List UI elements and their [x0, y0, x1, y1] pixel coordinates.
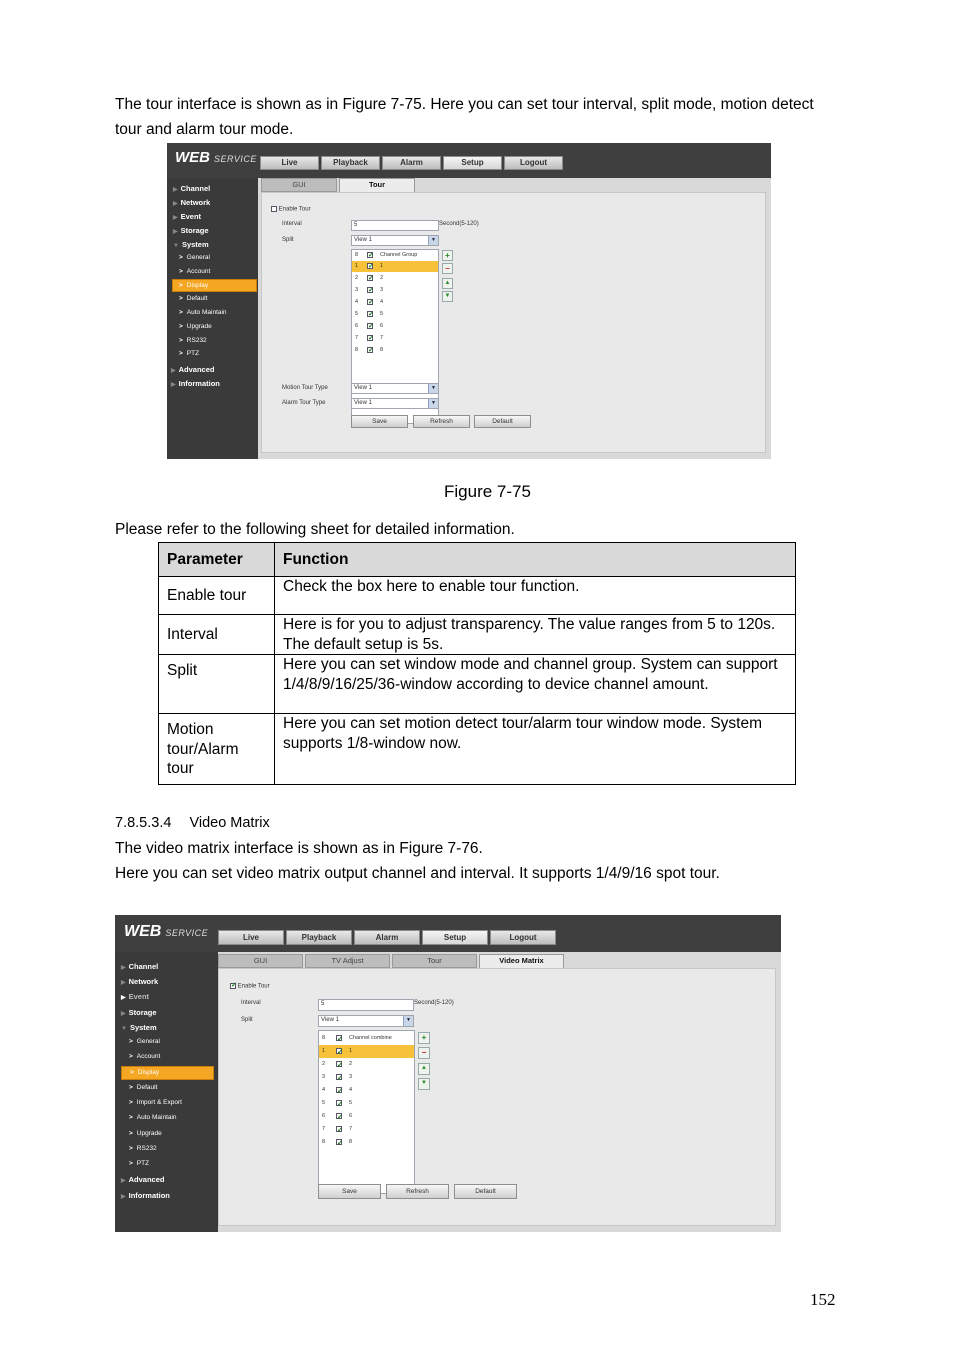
sidebar-sub-default[interactable]: > Default — [179, 295, 208, 302]
sidebar — [167, 178, 258, 459]
nav-alarm-tab[interactable]: Alarm — [354, 930, 420, 945]
alarm-tour-type-label: Alarm Tour Type — [282, 400, 326, 406]
sidebar-sub-upgrade[interactable]: > Upgrade — [179, 323, 212, 330]
table-header-row — [159, 543, 796, 577]
section-heading: 7.8.5.3.4 Video Matrix — [115, 815, 270, 831]
dropdown-arrow-icon: ▼ — [428, 236, 438, 245]
list-item[interactable]: 7 ✓ 7 — [352, 333, 438, 344]
table-intro: Please refer to the following sheet for detailed information. — [115, 521, 515, 538]
split-select[interactable]: View 1 ▼ — [318, 1015, 414, 1027]
sidebar-item-channel[interactable]: ▶ Channel — [173, 184, 211, 193]
nav-setup-tab[interactable]: Setup — [422, 930, 488, 945]
nav-playback-tab[interactable]: Playback — [286, 930, 352, 945]
list-item[interactable]: 8 ✓ 8 — [352, 345, 438, 356]
move-up-icon[interactable]: ▲ — [418, 1063, 430, 1075]
table-row — [159, 714, 796, 785]
table-cell: Check the box here to enable tour function. — [275, 577, 796, 615]
sidebar-sub-ptz[interactable]: > PTZ — [129, 1160, 150, 1167]
default-button[interactable]: Default — [474, 415, 531, 428]
interval-hint: Second(5-120) — [439, 221, 479, 227]
video-matrix-screenshot — [115, 915, 781, 1232]
enable-tour-checkbox[interactable] — [230, 983, 236, 989]
sidebar-sub-rs232[interactable]: > RS232 — [179, 337, 207, 344]
nav-logout-tab[interactable]: Logout — [490, 930, 556, 945]
save-button[interactable]: Save — [318, 1184, 381, 1199]
triangle-right-icon: ▶ — [173, 201, 178, 207]
alarm-tour-type-select[interactable]: View 1 ▼ — [351, 398, 439, 409]
sidebar-item-advanced[interactable]: ▶ Advanced — [171, 365, 215, 374]
tour-screenshot — [167, 143, 771, 459]
sidebar-sub-auto-maintain[interactable]: > Auto Maintain — [179, 309, 227, 316]
interval-label: Interval — [282, 221, 302, 227]
sidebar-sub-ptz[interactable]: > PTZ — [179, 350, 200, 357]
dropdown-arrow-icon: ▼ — [403, 1016, 413, 1026]
content-area — [218, 952, 781, 1232]
tab-video-matrix[interactable]: Video Matrix — [479, 954, 564, 969]
split-label: Split — [282, 237, 294, 243]
paragraph: Here you can set video matrix output channel and interval. It supports 1/4/9/16 spot tour. — [115, 865, 720, 882]
motion-tour-type-select[interactable]: View 1 ▼ — [351, 383, 439, 394]
sidebar-item-event[interactable]: ▶ Event — [173, 212, 202, 221]
refresh-button[interactable]: Refresh — [386, 1184, 449, 1199]
enable-tour-row[interactable]: ✓ Enable Tour — [230, 983, 270, 990]
add-icon[interactable]: + — [418, 1032, 430, 1044]
tab-tour[interactable]: Tour — [339, 178, 415, 193]
triangle-right-icon: ▶ — [173, 187, 178, 193]
interval-input[interactable]: 5 — [351, 220, 439, 231]
triangle-right-icon: ▶ — [173, 229, 178, 235]
sidebar-sub-display[interactable]: > Display — [121, 1066, 214, 1080]
triangle-right-icon: ▶ — [121, 1178, 126, 1184]
sidebar-sub-display[interactable]: > Display — [172, 279, 257, 292]
sidebar-sub-general[interactable]: > General — [179, 254, 210, 261]
settings-panel — [261, 192, 766, 453]
motion-tour-type-label: Motion Tour Type — [282, 385, 328, 391]
triangle-right-icon: ▶ — [121, 980, 126, 986]
sidebar-sub-upgrade[interactable]: > Upgrade — [129, 1130, 162, 1137]
figure-caption: Figure 7-75 — [444, 482, 531, 501]
settings-panel — [218, 968, 776, 1226]
tab-gui[interactable]: GUI — [218, 954, 303, 968]
enable-tour-checkbox[interactable] — [271, 206, 277, 212]
table-cell: Here you can set motion detect tour/alarm tour window mode. System supports 1/8-window now. — [275, 714, 796, 785]
sidebar-item-information[interactable]: ▶ Information — [171, 379, 220, 388]
list-item[interactable]: 8 ✓ 8 — [319, 1136, 414, 1149]
triangle-down-icon: ▼ — [121, 1026, 127, 1032]
table-header: Function — [275, 543, 796, 577]
triangle-right-icon: ▶ — [173, 215, 178, 221]
sidebar-item-network[interactable]: ▶ Network — [173, 198, 211, 207]
sidebar-sub-import-export[interactable]: > Import & Export — [129, 1099, 182, 1106]
table-row — [159, 577, 796, 615]
sidebar-sub-general[interactable]: > General — [129, 1038, 160, 1045]
sub-tabs — [261, 178, 415, 193]
triangle-right-icon: ▶ — [121, 1011, 126, 1017]
sidebar-item-system[interactable]: ▼ System — [173, 240, 209, 249]
channel-combine-list[interactable] — [318, 1030, 415, 1194]
nav-alarm-tab[interactable]: Alarm — [382, 156, 441, 170]
triangle-right-icon: ▶ — [121, 995, 126, 1001]
sidebar-sub-account[interactable]: > Account — [129, 1053, 161, 1060]
top-nav — [260, 156, 563, 170]
triangle-right-icon: ▶ — [121, 1194, 126, 1200]
nav-logout-tab[interactable]: Logout — [504, 156, 563, 170]
sidebar-item-information[interactable]: ▶ Information — [121, 1191, 170, 1200]
list-item[interactable]: 3 ✓ 3 — [319, 1071, 414, 1084]
table-cell: Split — [159, 655, 275, 714]
sidebar-item-event[interactable]: ▶ Event — [121, 992, 150, 1001]
triangle-down-icon: ▼ — [173, 243, 179, 249]
refresh-button[interactable]: Refresh — [413, 415, 470, 428]
list-item[interactable]: 2 ✓ 2 — [319, 1058, 414, 1071]
sidebar-item-storage[interactable]: ▶ Storage — [173, 226, 209, 235]
interval-input[interactable]: 5 — [318, 999, 414, 1011]
sidebar-sub-default[interactable]: > Default — [129, 1084, 158, 1091]
nav-playback-tab[interactable]: Playback — [321, 156, 380, 170]
tab-tour[interactable]: Tour — [392, 954, 477, 968]
sidebar-sub-rs232[interactable]: > RS232 — [129, 1145, 157, 1152]
sidebar-sub-auto-maintain[interactable]: > Auto Maintain — [129, 1114, 177, 1121]
table-row — [159, 615, 796, 655]
list-item[interactable]: 7 ✓ 7 — [319, 1123, 414, 1136]
parameter-table — [158, 542, 796, 785]
table-header: Parameter — [159, 543, 275, 577]
sidebar — [115, 952, 218, 1232]
tab-tv-adjust[interactable]: TV Adjust — [305, 954, 390, 968]
dropdown-arrow-icon: ▼ — [428, 384, 438, 393]
table-cell: Here you can set window mode and channel group. System can support 1/4/8/9/16/25/36-window according to device channel amount. — [275, 655, 796, 714]
list-item[interactable]: 5 ✓ 5 — [352, 309, 438, 320]
tab-gui[interactable]: GUI — [261, 178, 337, 192]
intro-paragraph: The tour interface is shown as in Figure 7-75. Here you can set tour interval, split mode, motion detect tour and alarm tour mode. — [115, 96, 814, 138]
move-up-icon[interactable]: ▲ — [442, 278, 453, 289]
remove-icon[interactable]: − — [442, 263, 453, 274]
sidebar-item-network[interactable]: ▶ Network — [121, 977, 159, 986]
top-nav — [218, 930, 556, 945]
list-item[interactable]: 1 ✓ 1 — [319, 1045, 414, 1058]
table-cell: Interval — [159, 615, 275, 655]
sidebar-item-storage[interactable]: ▶ Storage — [121, 1008, 157, 1017]
list-item[interactable]: 4 ✓ 4 — [352, 297, 438, 308]
triangle-right-icon: ▶ — [171, 368, 176, 374]
table-cell: Enable tour — [159, 577, 275, 615]
add-icon[interactable]: + — [442, 250, 453, 261]
web-service-logo: WEB SERVICE — [124, 923, 209, 940]
list-item[interactable]: 2 ✓ 2 — [352, 273, 438, 284]
save-button[interactable]: Save — [351, 415, 408, 428]
interval-hint: Second(5-120) — [414, 1000, 454, 1006]
triangle-right-icon: ▶ — [171, 382, 176, 388]
nav-setup-tab[interactable]: Setup — [443, 156, 502, 170]
sidebar-item-advanced[interactable]: ▶ Advanced — [121, 1175, 165, 1184]
default-button[interactable]: Default — [454, 1184, 517, 1199]
list-item[interactable]: 3 ✓ 3 — [352, 285, 438, 296]
list-item[interactable]: 1 ✓ 1 — [352, 261, 438, 272]
list-item[interactable]: 6 ✓ 6 — [352, 321, 438, 332]
nav-live-tab[interactable]: Live — [260, 156, 319, 170]
web-service-logo: WEB SERVICE — [175, 149, 257, 166]
table-cell: Here is for you to adjust transparency. The value ranges from 5 to 120s. The default setup is 5s. — [275, 615, 796, 655]
list-item[interactable]: 5 ✓ 5 — [319, 1097, 414, 1110]
table-cell: Motion tour/Alarm tour — [159, 714, 275, 785]
list-item[interactable]: 4 ✓ 4 — [319, 1084, 414, 1097]
enable-tour-row[interactable]: Enable Tour — [271, 206, 311, 213]
interval-label: Interval — [241, 1000, 261, 1006]
split-select[interactable]: View 1 ▼ — [351, 235, 439, 246]
list-header-row[interactable]: 8 ✓ Channel combine — [319, 1032, 414, 1045]
nav-live-tab[interactable]: Live — [218, 930, 284, 945]
remove-icon[interactable]: − — [418, 1047, 430, 1059]
page-number: 152 — [810, 1290, 836, 1309]
paragraph: The video matrix interface is shown as in Figure 7-76. — [115, 840, 483, 857]
move-down-icon[interactable]: ▼ — [418, 1078, 430, 1090]
table-row — [159, 655, 796, 714]
sidebar-sub-account[interactable]: > Account — [179, 268, 211, 275]
list-header-row[interactable]: 8 ✓ Channel Group — [352, 250, 438, 261]
sidebar-item-channel[interactable]: ▶ Channel — [121, 962, 159, 971]
list-item[interactable]: 6 ✓ 6 — [319, 1110, 414, 1123]
dropdown-arrow-icon: ▼ — [428, 399, 438, 408]
sub-tabs — [218, 954, 564, 969]
split-label: Split — [241, 1017, 253, 1023]
move-down-icon[interactable]: ▼ — [442, 291, 453, 302]
content-area — [258, 178, 771, 459]
triangle-right-icon: ▶ — [121, 965, 126, 971]
sidebar-item-system[interactable]: ▼ System — [121, 1023, 157, 1032]
